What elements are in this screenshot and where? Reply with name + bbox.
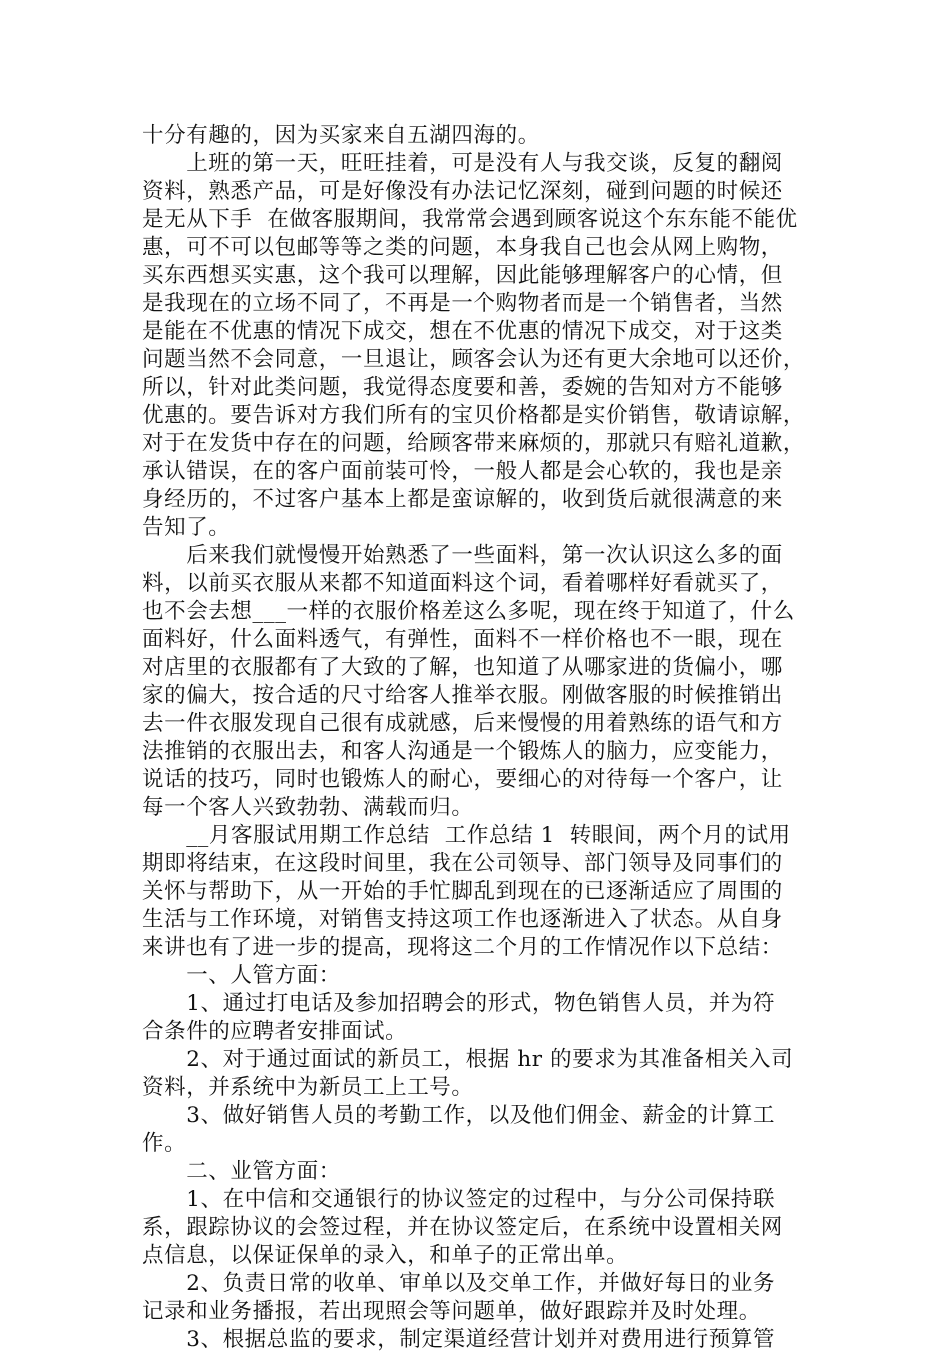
text-line: 对店里的衣服都有了大致的了解，也知道了从哪家进的货偏小，哪 [142, 655, 783, 680]
text-line: 来讲也有了进一步的提高，现将这二个月的工作情况作以下总结： [142, 935, 783, 960]
text-line: 资料，熟悉产品，可是好像没有办法记忆深刻，碰到问题的时候还 [142, 179, 783, 204]
text-line: 关怀与帮助下，从一开始的手忙脚乱到现在的已逐渐适应了周围的 [142, 879, 783, 904]
text-line: __月客服试用期工作总结 工作总结 1 转眼间，两个月的试用 [142, 823, 791, 848]
text-line: 1、在中信和交通银行的协议签定的过程中，与分公司保持联 [142, 1187, 776, 1212]
text-line: 也不会去想___一样的衣服价格差这么多呢，现在终于知道了，什么 [142, 599, 795, 624]
text-line: 问题当然不会同意，一旦退让，顾客会认为还有更大余地可以还价， [142, 347, 806, 372]
text-line: 身经历的，不过客户基本上都是蛮谅解的，收到货后就很满意的来 [142, 487, 783, 512]
text-line: 点信息，以保证保单的录入，和单子的正常出单。 [142, 1243, 629, 1268]
text-line: 面料好，什么面料透气，有弹性，面料不一样价格也不一眼，现在 [142, 627, 783, 652]
text-line: 料，以前买衣服从来都不知道面料这个词，看着哪样好看就买了， [142, 571, 783, 596]
text-line: 告知了。 [142, 515, 231, 540]
text-line: 2、负责日常的收单、审单以及交单工作，并做好每日的业务 [142, 1271, 776, 1296]
text-line: 承认错误，在的客户面前装可怜，一般人都是会心软的，我也是亲 [142, 459, 783, 484]
text-line: 买东西想买实惠，这个我可以理解，因此能够理解客户的心情，但 [142, 263, 783, 288]
text-line: 资料，并系统中为新员工上工号。 [142, 1075, 474, 1100]
text-line: 是我现在的立场不同了，不再是一个购物者而是一个销售者，当然 [142, 291, 783, 316]
text-line: 生活与工作环境，对销售支持这项工作也逐渐进入了状态。从自身 [142, 907, 783, 932]
text-line: 是无从下手 在做客服期间，我常常会遇到顾客说这个东东能不能优 [142, 207, 798, 232]
text-line: 对于在发货中存在的问题，给顾客带来麻烦的，那就只有赔礼道歉， [142, 431, 806, 456]
text-line: 期即将结束，在这段时间里，我在公司领导、部门领导及同事们的 [142, 851, 783, 876]
text-line: 1、通过打电话及参加招聘会的形式，物色销售人员，并为符 [142, 991, 776, 1016]
text-line: 合条件的应聘者安排面试。 [142, 1019, 408, 1044]
text-line: 后来我们就慢慢开始熟悉了一些面料，第一次认识这么多的面 [142, 543, 783, 568]
text-line: 2、对于通过面试的新员工，根据 hr 的要求为其准备相关入司 [142, 1047, 794, 1072]
document-body [142, 122, 822, 1354]
text-line: 去一件衣服发现自己很有成就感，后来慢慢的用着熟练的语气和方 [142, 711, 783, 736]
text-line: 法推销的衣服出去，和客人沟通是一个锻炼人的脑力，应变能力， [142, 739, 783, 764]
text-line: 一、人管方面： [142, 963, 341, 988]
text-line: 3、根据总监的要求，制定渠道经营计划并对费用进行预算管 [142, 1327, 776, 1352]
text-line: 作。 [142, 1131, 187, 1156]
text-line: 惠，可不可以包邮等等之类的问题，本身我自己也会从网上购物， [142, 235, 783, 260]
text-line: 系，跟踪协议的会签过程，并在协议签定后，在系统中设置相关网 [142, 1215, 783, 1240]
text-line: 优惠的。要告诉对方我们所有的宝贝价格都是实价销售，敬请谅解， [142, 403, 806, 428]
text-line: 十分有趣的，因为买家来自五湖四海的。 [142, 123, 540, 148]
text-line: 说话的技巧，同时也锻炼人的耐心，要细心的对待每一个客户，让 [142, 767, 783, 792]
text-line: 二、业管方面： [142, 1159, 341, 1184]
text-line: 所以，针对此类问题，我觉得态度要和善，委婉的告知对方不能够 [142, 375, 783, 400]
text-line: 记录和业务播报，若出现照会等问题单，做好跟踪并及时处理。 [142, 1299, 761, 1324]
text-line: 家的偏大，按合适的尺寸给客人推举衣服。刚做客服的时候推销出 [142, 683, 783, 708]
text-line: 3、做好销售人员的考勤工作，以及他们佣金、薪金的计算工 [142, 1103, 776, 1128]
text-line: 上班的第一天，旺旺挂着，可是没有人与我交谈，反复的翻阅 [142, 151, 783, 176]
text-line: 是能在不优惠的情况下成交，想在不优惠的情况下成交，对于这类 [142, 319, 783, 344]
text-line: 每一个客人兴致勃勃、满载而归。 [142, 795, 474, 820]
